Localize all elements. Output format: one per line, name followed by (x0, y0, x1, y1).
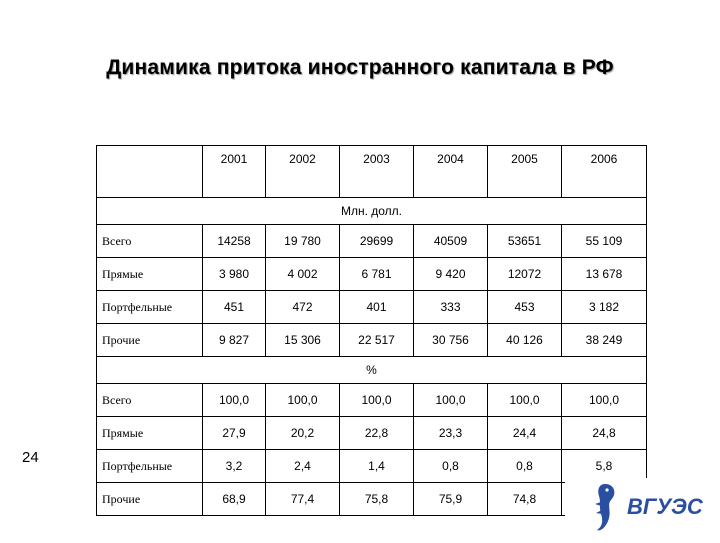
table-cell: 2,4 (266, 450, 340, 483)
table-cell: 0,8 (414, 450, 488, 483)
table-cell: 22,8 (340, 417, 414, 450)
table-cell: 100,0 (266, 384, 340, 417)
table-cell: 0,8 (488, 450, 562, 483)
table-cell: 100,0 (414, 384, 488, 417)
row-label: Прямые (97, 258, 203, 291)
table-cell: 14258 (203, 225, 266, 258)
table-cell: 20,2 (266, 417, 340, 450)
table-row (97, 225, 647, 258)
table-cell: 333 (414, 291, 488, 324)
table-cell: 12072 (488, 258, 562, 291)
unit-row-pct (97, 357, 647, 384)
table-cell: 3 182 (562, 291, 647, 324)
table-cell: 100,0 (562, 384, 647, 417)
table-cell: 38 249 (562, 324, 647, 357)
table-cell: 24,4 (488, 417, 562, 450)
table-cell: 9 420 (414, 258, 488, 291)
table-cell: 100,0 (340, 384, 414, 417)
row-label: Прочие (97, 483, 203, 516)
row-label: Прочие (97, 324, 203, 357)
table-row (97, 483, 647, 516)
row-label: Прямые (97, 417, 203, 450)
table-row (97, 450, 647, 483)
table-cell: 30 756 (414, 324, 488, 357)
table-cell: 472 (266, 291, 340, 324)
table-cell: 3 980 (203, 258, 266, 291)
table-cell: 15 306 (266, 324, 340, 357)
table-cell: 100,0 (203, 384, 266, 417)
table-cell: 29699 (340, 225, 414, 258)
table-cell: 40509 (414, 225, 488, 258)
unit-row-mln (97, 198, 647, 225)
table-row (97, 417, 647, 450)
year-header: 2003 (340, 146, 414, 198)
row-label: Портфельные (97, 450, 203, 483)
table-cell: 13 678 (562, 258, 647, 291)
table-cell: 23,3 (414, 417, 488, 450)
table-cell: 6 781 (340, 258, 414, 291)
year-header: 2004 (414, 146, 488, 198)
table-cell: 3,2 (203, 450, 266, 483)
table-cell: 55 109 (562, 225, 647, 258)
row-label: Всего (97, 225, 203, 258)
table-cell: 451 (203, 291, 266, 324)
table-cell: 74,8 (488, 483, 562, 516)
page-title: Динамика притока иностранного капитала в РФ (106, 56, 614, 79)
table-cell: 75,9 (414, 483, 488, 516)
year-header-row (97, 146, 647, 198)
table-cell: 53651 (488, 225, 562, 258)
row-label: Всего (97, 384, 203, 417)
table-cell: 68,9 (203, 483, 266, 516)
table-row (97, 384, 647, 417)
table-row (97, 291, 647, 324)
table-cell: 453 (488, 291, 562, 324)
table-cell: 401 (340, 291, 414, 324)
unit-label-mln: Млн. долл. (97, 198, 647, 225)
capital-inflow-table (96, 145, 647, 516)
unit-label-pct: % (97, 357, 647, 384)
table-cell: 22 517 (340, 324, 414, 357)
page-number: 24 (22, 449, 39, 466)
table-cell: 1,4 (340, 450, 414, 483)
seahorse-emblem-icon (595, 484, 614, 530)
table-cell: 4 002 (266, 258, 340, 291)
table-cell: 100,0 (488, 384, 562, 417)
table-row (97, 258, 647, 291)
row-label: Портфельные (97, 291, 203, 324)
table-cell: 75,8 (340, 483, 414, 516)
year-header: 2002 (266, 146, 340, 198)
table-cell: 9 827 (203, 324, 266, 357)
table-cell: 24,8 (562, 417, 647, 450)
table-cell: 77,4 (266, 483, 340, 516)
mln-section (97, 225, 647, 357)
table-cell: 19 780 (266, 225, 340, 258)
table-cell: 40 126 (488, 324, 562, 357)
year-header: 2006 (562, 146, 647, 198)
table-cell: 27,9 (203, 417, 266, 450)
table-cell: 5,8 (562, 450, 647, 483)
year-header: 2005 (488, 146, 562, 198)
corner-cell (97, 146, 203, 198)
pct-section (97, 384, 647, 516)
table-row (97, 324, 647, 357)
year-header: 2001 (203, 146, 266, 198)
vguies-logo (565, 478, 715, 538)
logo-text: ВГУЭС (627, 494, 703, 519)
